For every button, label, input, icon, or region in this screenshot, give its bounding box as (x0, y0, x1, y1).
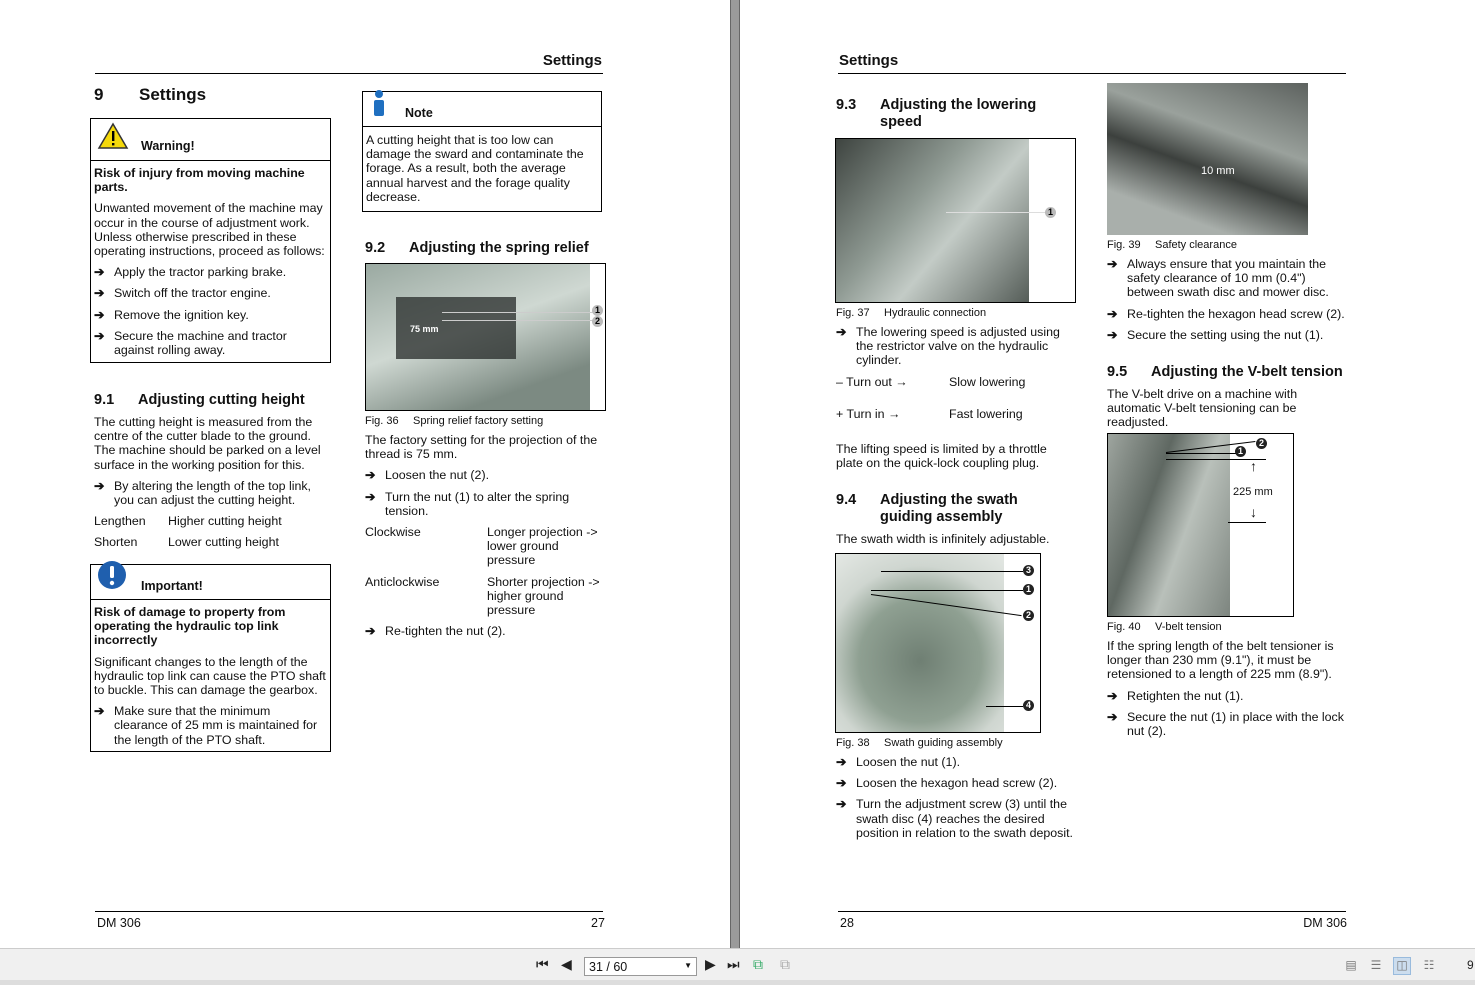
important-text: Significant changes to the length of the hydraulic top link can cause the PTO shaft to buckle. This can damage the gearbox. (94, 654, 326, 698)
arrow-down-icon: ↓ (1250, 504, 1257, 520)
list-item (836, 325, 1076, 368)
important-title: Important! (141, 579, 203, 593)
dimension-label: 75 mm (410, 324, 439, 334)
two-page-continuous-view-icon[interactable]: ☷ (1423, 958, 1435, 972)
section-9-5-body (1107, 617, 1349, 745)
figure-caption (1107, 239, 1349, 251)
arrow-icon: ➔ (836, 755, 847, 769)
list-item (1107, 328, 1349, 342)
arrow-icon: ➔ (94, 265, 105, 280)
figure-36-spring-relief (365, 263, 606, 411)
single-page-view-icon[interactable]: ▤ (1345, 958, 1357, 972)
list-item (1107, 689, 1349, 703)
arrow-icon: ➔ (836, 325, 847, 339)
section-9-2-body (365, 411, 603, 645)
header-rule (838, 73, 1346, 74)
arrow-icon: ➔ (1107, 257, 1118, 271)
figure-caption (1107, 621, 1349, 633)
callout-line (986, 706, 1023, 707)
figure-37-hydraulic-connection (835, 138, 1076, 303)
hydraulic-photo (836, 139, 1029, 302)
table-row (365, 525, 603, 568)
figure-number: Fig. 40 (1107, 621, 1141, 633)
list-item-text: Remove the ignition key. (114, 307, 249, 322)
callout-3: 3 (1023, 565, 1034, 576)
cell: Lower cutting height (168, 535, 279, 550)
caption-text: Spring relief factory setting (413, 415, 544, 427)
figure-number: Fig. 36 (365, 415, 399, 427)
list-item-text: The lowering speed is adjusted using the restrictor valve on the hydraulic cylinder. (856, 325, 1060, 368)
list-item-text: Turn the nut (1) to alter the spring tension. (385, 489, 570, 518)
list-item (94, 286, 327, 300)
list-item-text: Loosen the nut (1). (856, 755, 961, 769)
callout-1: 1 (1023, 584, 1034, 595)
callout-2: 2 (1023, 610, 1034, 621)
page-divider (730, 0, 740, 948)
list-item (94, 265, 327, 279)
section-heading (836, 97, 1066, 131)
cell: + Turn in → (836, 406, 901, 421)
horizontal-scrollbar[interactable] (0, 980, 1475, 985)
list-item (94, 329, 327, 357)
warning-header (91, 119, 330, 161)
pdf-page-28 (740, 0, 1475, 948)
dimension-line (1228, 522, 1266, 523)
footer-doc-id: DM 306 (1303, 916, 1347, 930)
cell: Higher cutting height (168, 514, 282, 529)
warning-box (90, 118, 331, 363)
caption-text: V-belt tension (1155, 621, 1222, 633)
footer-doc-id: DM 306 (97, 916, 141, 930)
table-row (836, 375, 1076, 389)
note-title: Note (405, 106, 433, 120)
figure-number: Fig. 37 (836, 307, 870, 319)
cell: Fast lowering (949, 406, 1023, 421)
section-heading (365, 240, 589, 257)
section-number: 9.3 (836, 97, 857, 113)
arrow-icon: ➔ (1107, 688, 1118, 703)
section-title: Adjusting the lowering speed (880, 97, 1037, 130)
section-9-4-continued (1107, 235, 1349, 349)
section-title: Adjusting cutting height (138, 392, 305, 408)
next-page-button[interactable]: ▶ (705, 956, 716, 972)
arrow-icon: ➔ (94, 307, 105, 322)
footer-rule (95, 911, 603, 912)
warning-triangle-icon (97, 122, 129, 153)
paragraph: The swath width is infinitely adjustable. (836, 532, 1050, 546)
section-9-1 (94, 392, 330, 557)
table-row (365, 575, 603, 618)
page-header: Settings (839, 52, 899, 69)
figure-number: Fig. 38 (836, 737, 870, 749)
arrow-icon: ➔ (94, 286, 105, 301)
cell: Clockwise (365, 525, 421, 540)
arrow-icon: ➔ (1107, 709, 1118, 724)
callout-1: 1 (592, 305, 603, 316)
cell: Longer projection -> lower ground pressure (487, 525, 598, 568)
section-number: 9.1 (94, 392, 115, 408)
cell: Anticlockwise (365, 574, 440, 589)
callout-line (442, 320, 594, 321)
list-item-text: Make sure that the minimum clearance of 25 mm is maintained for the length of the PTO shaft. (114, 704, 318, 747)
arrow-icon: ➔ (94, 704, 105, 719)
info-icon (369, 89, 389, 120)
list-item (365, 624, 603, 638)
arrow-icon: ➔ (836, 797, 847, 812)
callout-1: 1 (1045, 207, 1056, 218)
list-item-text: Secure the setting using the nut (1). (1127, 327, 1324, 342)
list-item (365, 490, 603, 518)
section-heading (836, 492, 1066, 526)
figure-39-safety-clearance (1107, 83, 1308, 235)
cell: – Turn out → (836, 374, 908, 389)
caption-text: Safety clearance (1155, 239, 1237, 251)
list-item (836, 797, 1081, 840)
paragraph: The factory setting for the projection of the thread is 75 mm. (365, 433, 598, 462)
pdf-page-27 (0, 0, 730, 948)
list-item-text: Re-tighten the hexagon head screw (2). (1127, 306, 1345, 321)
warning-text: Unwanted movement of the machine may occur in the course of adjustment work. Unless otherwise prescribed in these operating instructions, proceed as follows: (94, 201, 325, 259)
page-header: Settings (542, 52, 602, 69)
zoom-level[interactable]: 9 (1467, 958, 1474, 972)
previous-page-button[interactable]: ◀ (561, 956, 572, 972)
table-row (836, 407, 1076, 421)
callout-4: 4 (1023, 700, 1034, 711)
arrow-icon: ➔ (1107, 306, 1118, 321)
note-box (362, 91, 602, 212)
warning-title: Warning! (141, 139, 195, 153)
list-item-text: Secure the nut (1) in place with the lock nut (2). (1127, 709, 1344, 739)
list-item (836, 776, 1081, 790)
section-title: Adjusting the spring relief (409, 240, 589, 256)
callout-2: 2 (592, 316, 603, 327)
section-number: 9.5 (1107, 364, 1128, 380)
arrow-icon: ➔ (94, 328, 105, 343)
section-title: Adjusting the swath guiding assembly (880, 492, 1018, 525)
callout-line (442, 312, 594, 313)
page-number-value: 31 / 60 (589, 960, 628, 974)
note-text: A cutting height that is too low can damage the sward and contaminate the forage. As a result, both the average annual harvest and the forage quality decrease. (366, 133, 584, 204)
list-item-text: Apply the tractor parking brake. (114, 265, 287, 280)
list-item (94, 308, 327, 322)
two-page-view-icon[interactable]: ◫ (1393, 957, 1411, 975)
list-item (94, 704, 327, 747)
list-item (836, 755, 1081, 769)
cell: Lengthen (94, 514, 146, 529)
section-9-3-body (836, 303, 1076, 477)
important-header (91, 565, 330, 600)
section-title: Adjusting the V-belt tension (1151, 364, 1343, 380)
callout-1: 1 (1235, 446, 1246, 457)
safety-clearance-photo (1107, 83, 1308, 235)
important-bold-text: Risk of damage to property from operating the hydraulic top link incorrectly (94, 605, 286, 648)
cell: Slow lowering (949, 374, 1026, 389)
chapter-heading (94, 85, 206, 105)
list-item-text: Retighten the nut (1). (1127, 688, 1244, 703)
paragraph: If the spring length of the belt tensioner is longer than 230 mm (9.1"), it must be retensioned to a length of 225 mm (8.9"). (1107, 639, 1334, 682)
rotate-page-icon[interactable]: ⧉ (753, 956, 763, 972)
dimension-label: 10 mm (1201, 165, 1235, 177)
exclamation-icon (97, 560, 127, 593)
arrow-icon: ➔ (365, 489, 376, 504)
swath-disc-photo (836, 554, 1004, 732)
footer-rule (838, 911, 1346, 912)
section-heading (94, 392, 330, 409)
list-item-text: Loosen the hexagon head screw (2). (856, 776, 1058, 791)
dimension-label: 225 mm (1233, 486, 1273, 498)
list-item-text: Always ensure that you maintain the safety clearance of 10 mm (0.4") between swath disc and mower disc. (1127, 257, 1329, 300)
section-heading (1107, 364, 1343, 381)
paragraph: The V-belt drive on a machine with automatic V-belt tensioning can be readjusted. (1107, 387, 1298, 429)
list-item-text: Turn the adjustment screw (3) until the swath disc (4) reaches the desired position in relation to the swath deposit. (856, 797, 1073, 840)
list-item-text: Loosen the nut (2). (385, 468, 490, 483)
figure-38-swath-guiding (835, 553, 1041, 733)
chapter-title: Settings (139, 85, 207, 104)
section-number: 9.2 (365, 240, 386, 256)
vbelt-photo (1108, 434, 1230, 616)
paragraph: The lifting speed is limited by a throttle plate on the quick-lock coupling plug. (836, 442, 1047, 471)
page-number: 27 (591, 916, 605, 930)
page-number-input[interactable] (584, 957, 697, 976)
cell: Shorter projection -> higher ground pressure (487, 574, 600, 618)
page-number: 28 (840, 916, 854, 930)
warning-bold-text: Risk of injury from moving machine parts. (94, 166, 305, 195)
figure-number: Fig. 39 (1107, 239, 1141, 251)
cell: Shorten (94, 535, 138, 550)
list-item (94, 479, 330, 507)
first-page-button[interactable]: ⏮ (536, 956, 549, 972)
arrow-icon: ➔ (94, 478, 105, 493)
list-item (1107, 307, 1349, 321)
callout-line (1166, 453, 1238, 454)
section-number: 9.4 (836, 492, 857, 508)
figure-caption (836, 737, 1081, 749)
list-item-text: Re-tighten the nut (2). (385, 624, 506, 639)
figure-40-vbelt-tension (1107, 433, 1294, 617)
arrow-icon: ➔ (365, 624, 376, 639)
note-header (363, 92, 601, 127)
extract-page-icon[interactable]: ⧉ (780, 956, 790, 972)
list-item (365, 468, 603, 482)
arrow-icon: ➔ (1107, 327, 1118, 342)
arrow-icon: ➔ (365, 468, 376, 483)
callout-line (871, 590, 1023, 591)
table-row (94, 535, 330, 549)
arrow-icon: ➔ (836, 776, 847, 791)
chevron-down-icon[interactable]: ▼ (684, 961, 692, 970)
callout-line (946, 212, 1046, 213)
section-9-4-body (836, 733, 1081, 847)
list-item-text: By altering the length of the top link, you can adjust the cutting height. (114, 478, 311, 508)
table-row (94, 514, 330, 528)
chapter-number: 9 (94, 85, 104, 104)
figure-caption (836, 307, 1076, 319)
last-page-button[interactable]: ⏭ (727, 956, 740, 972)
continuous-view-icon[interactable]: ☰ (1370, 958, 1382, 972)
callout-line (881, 571, 1023, 572)
paragraph: The cutting height is measured from the centre of the cutter blade to the ground. The machine should be parked on a level surface in the working position for this. (94, 415, 321, 472)
figure-caption (365, 415, 603, 427)
list-item-text: Switch off the tractor engine. (114, 286, 271, 301)
list-item (1107, 710, 1349, 738)
important-box (90, 564, 331, 752)
caption-text: Swath guiding assembly (884, 737, 1003, 749)
caption-text: Hydraulic connection (884, 307, 987, 319)
list-item (1107, 257, 1349, 300)
list-item-text: Secure the machine and tractor against rolling away. (114, 328, 287, 358)
callout-2: 2 (1256, 438, 1267, 449)
arrow-up-icon: ↑ (1250, 458, 1257, 474)
header-rule (95, 73, 603, 74)
